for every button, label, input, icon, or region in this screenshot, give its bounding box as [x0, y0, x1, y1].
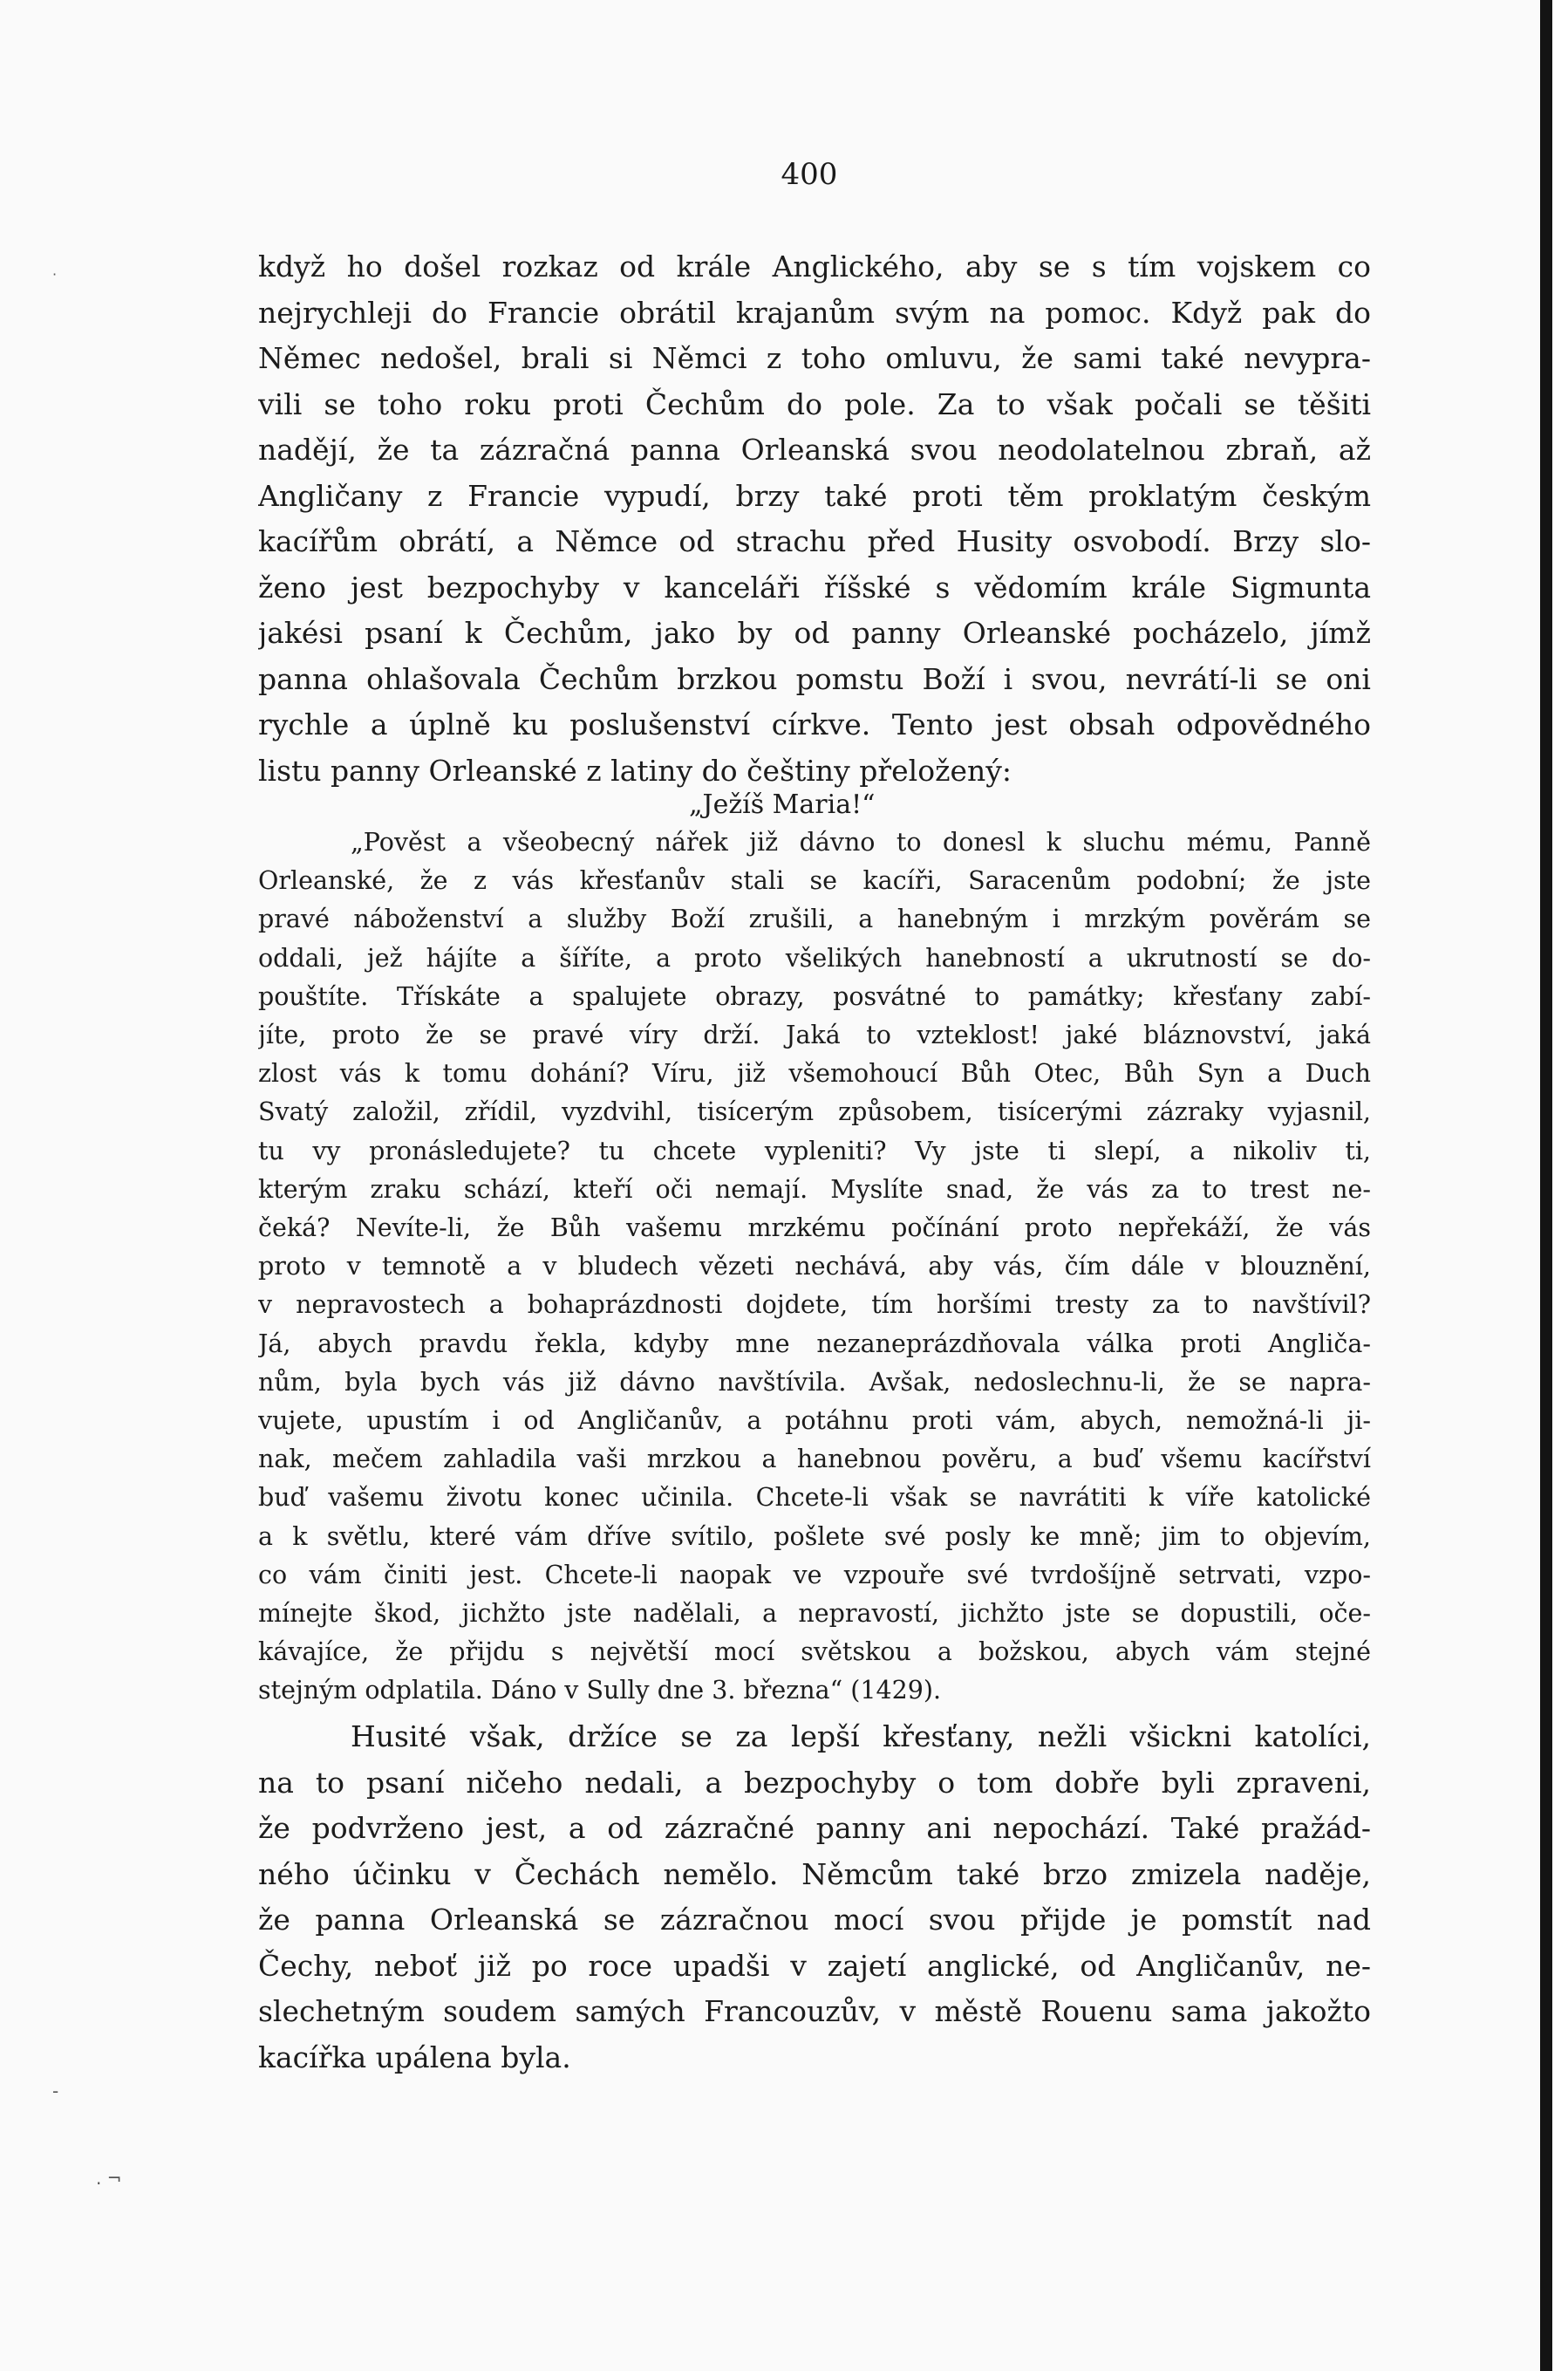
- text-line: buď vašemu životu konec učinila. Chcete-li však se navrátiti k víře katolické: [258, 1483, 1371, 1513]
- text-line: nům, byla bych vás již dávno navštívila. Avšak, nedoslechnu-li, že se napra-: [258, 1367, 1371, 1397]
- text-line: vujete, upustím i od Angličanův, a potáhnu proti vám, abych, nemožná-li ji-: [258, 1406, 1371, 1436]
- text-line: mínejte škod, jichžto jste nadělali, a nepravostí, jichžto jste se dopustili, oče-: [258, 1599, 1371, 1629]
- intro-paragraph: [258, 244, 1371, 794]
- closing-paragraph: [258, 1714, 1371, 2081]
- text-line: ženo jest bezpochyby v kanceláři říšské s vědomím krále Sigmunta: [258, 570, 1371, 605]
- text-line: stejným odplatila. Dáno v Sully dne 3. března“ (1429).: [258, 1676, 942, 1705]
- text-line: kacířka upálena byla.: [258, 2040, 571, 2074]
- text-line: Angličany z Francie vypudí, brzy také proti těm proklatým českým: [258, 478, 1371, 513]
- text-line: listu panny Orleanské z latiny do češtiny přeložený:: [258, 753, 1012, 788]
- text-line: Svatý založil, zřídil, vyzdvihl, tisícerým způsobem, tisícerými zázraky vyjasnil,: [258, 1097, 1371, 1127]
- text-line: co vám činiti jest. Chcete-li naopak ve vzpouře své tvrdošíjně setrvati, vzpo-: [258, 1560, 1371, 1589]
- text-line: že panna Orleanská se zázračnou mocí svou přijde je pomstít nad: [258, 1903, 1371, 1937]
- text-line: Němec nedošel, brali si Němci z toho omluvu, že sami také nevypra-: [258, 341, 1371, 375]
- text-line: Čechy, neboť již po roce upadši v zajetí anglické, od Angličanův, ne-: [258, 1948, 1371, 1983]
- text-line: pravé náboženství a služby Boží zrušili, a hanebným i mrzkým pověrám se: [258, 905, 1371, 934]
- text-line: kacířům obrátí, a Němce od strachu před Husity osvobodí. Brzy slo-: [258, 524, 1371, 558]
- text-line: pouštíte. Třískáte a spalujete obrazy, posvátné to památky; křesťany zabí-: [258, 981, 1371, 1011]
- scan-speck: -: [52, 2081, 59, 2101]
- text-line: Já, abych pravdu řekla, kdyby mne nezaneprázdňovala válka proti Angliča-: [258, 1329, 1371, 1358]
- text-line: slechetným soudem samých Francouzův, v městě Rouenu sama jakožto: [258, 1994, 1371, 2028]
- text-line: nejrychleji do Francie obrátil krajanům svým na pomoc. Když pak do: [258, 295, 1371, 330]
- text-line: kávajíce, že přijdu s největší mocí světskou a božskou, abych vám stejné: [258, 1637, 1371, 1667]
- text-line: v nepravostech a bohaprázdnosti dojdete, tím horšími tresty za to navštívil?: [258, 1290, 1371, 1320]
- scan-speck: ·: [52, 266, 58, 283]
- text-line: kterým zraku schází, kteří oči nemají. Myslíte snad, že vás za to trest ne-: [258, 1174, 1371, 1204]
- page-number: 400: [781, 157, 838, 192]
- text-line: zlost vás k tomu dohání? Víru, již všemohoucí Bůh Otec, Bůh Syn a Duch: [258, 1059, 1371, 1089]
- text-line: Orleanské, že z vás křesťanův stali se kacíři, Saracenům podobní; že jste: [258, 866, 1371, 896]
- text-line: že podvrženo jest, a od zázračné panny ani nepochází. Také pražád-: [258, 1811, 1371, 1845]
- text-line: a k světlu, které vám dříve svítilo, pošlete své posly ke mně; jim to objevím,: [258, 1521, 1371, 1551]
- text-line: vili se toho roku proti Čechům do pole. Za to však počali se těšiti: [258, 386, 1371, 421]
- text-line: proto v temnotě a v bludech vězeti nechává, aby vás, čím dále v blouznění,: [258, 1252, 1371, 1281]
- letter-body: [258, 823, 1371, 1711]
- text-line: Husité však, držíce se za lepší křesťany, nežli všickni katolíci,: [351, 1719, 1371, 1753]
- scan-speck: . ¬: [96, 2168, 122, 2189]
- text-line: jíte, proto že se pravé víry drží. Jaká to vzteklost! jaké bláznovství, jaká: [258, 1021, 1371, 1050]
- text-line: panna ohlašovala Čechům brzkou pomstu Boží i svou, nevrátí-li se oni: [258, 661, 1371, 696]
- text-line: „Pověst a všeobecný nářek již dávno to donesl k sluchu mému, Panně: [351, 828, 1371, 857]
- text-line: oddali, jež hájíte a šíříte, a proto všelikých hanebností a ukrutností se do-: [258, 943, 1371, 973]
- text-line: nak, mečem zahladila vaši mrzkou a hanebnou pověru, a buď všemu kacířství: [258, 1445, 1371, 1474]
- text-line: nadějí, že ta zázračná panna Orleanská svou neodolatelnou zbraň, až: [258, 433, 1371, 467]
- text-line: na to psaní ničeho nedali, a bezpochyby o tom dobře byli zpraveni,: [258, 1765, 1371, 1800]
- text-line: když ho došel rozkaz od krále Anglického, aby se s tím vojskem co: [258, 249, 1371, 284]
- text-line: tu vy pronásledujete? tu chcete vypleniti? Vy jste ti slepí, a nikoliv ti,: [258, 1136, 1371, 1165]
- text-line: jakési psaní k Čechům, jako by od panny Orleanské pocházelo, jímž: [258, 616, 1371, 650]
- text-line: čeká? Nevíte-li, že Bůh vašemu mrzkému počínání proto nepřekáží, že vás: [258, 1213, 1371, 1243]
- text-line: rychle a úplně ku poslušenství církve. Tento jest obsah odpovědného: [258, 707, 1371, 741]
- text-line: ného účinku v Čechách nemělo. Němcům také brzo zmizela naděje,: [258, 1856, 1371, 1891]
- letter-salutation: „Ježíš Maria!“: [689, 789, 876, 820]
